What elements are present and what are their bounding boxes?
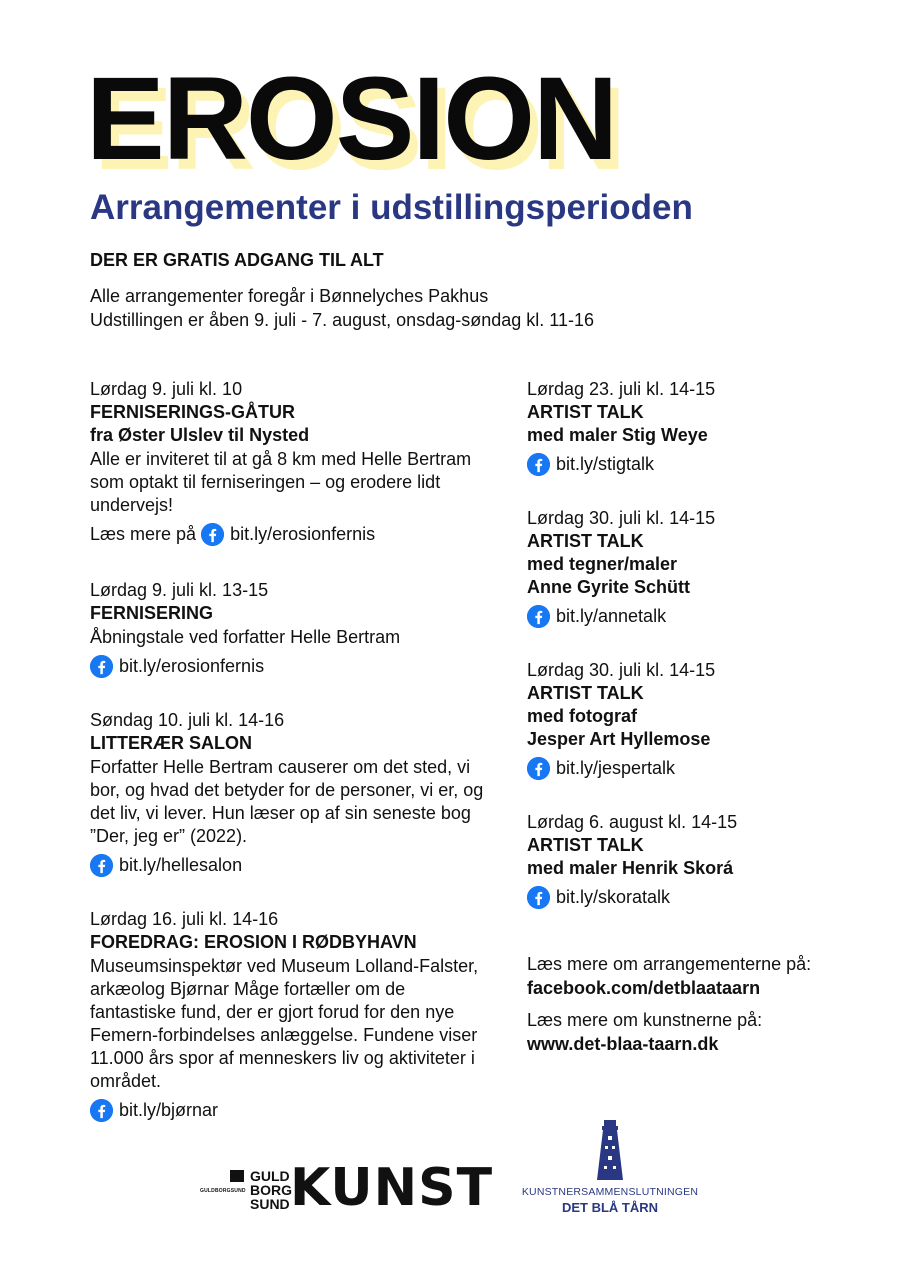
guldborgsund-small-text: GULDBORGSUND: [200, 1188, 246, 1194]
event-title: FERNISERINGS-GÅTUR: [90, 402, 296, 422]
event-artist-role: med fotograf: [527, 706, 637, 726]
intro-text: [90, 284, 594, 332]
event-title: ARTIST TALK: [527, 683, 644, 703]
event-artist-talk-jesper: [527, 659, 867, 781]
events-info-label: Læs mere om arrangementerne på:: [527, 954, 812, 974]
event-link[interactable]: bit.ly/erosionfernis: [230, 523, 376, 544]
event-link[interactable]: bit.ly/stigtalk: [556, 453, 655, 474]
event-description: Alle er inviteret til at gå 8 km med Helle Bertram som optakt til ferniseringen – og erodere lidt undervejs!: [90, 449, 472, 515]
event-link-row: [527, 755, 867, 781]
left-events-column: [90, 378, 490, 1153]
guldborgsund-crest-icon: [230, 1170, 244, 1182]
event-date: Lørdag 6. august kl. 14-15: [527, 812, 738, 832]
right-events-column: [527, 378, 867, 1064]
event-title: FERNISERING: [90, 603, 214, 623]
intro-location: Alle arrangementer foregår i Bønnelyches Pakhus: [90, 286, 489, 306]
event-date: Søndag 10. juli kl. 14-16: [90, 710, 285, 730]
event-foredrag: [90, 908, 490, 1123]
event-subtitle: fra Øster Ulslev til Nysted: [90, 425, 310, 445]
facebook-icon: [90, 655, 113, 678]
free-admission: DER ER GRATIS ADGANG TIL ALT: [90, 250, 384, 270]
gb-line-2: BORG: [250, 1182, 292, 1198]
event-date: Lørdag 9. juli kl. 10: [90, 379, 243, 399]
org-name: KUNSTNERSAMMENSLUTNINGEN: [521, 1186, 699, 1198]
event-fernisering: [90, 579, 490, 679]
event-link-row: [527, 451, 867, 477]
event-date: Lørdag 23. juli kl. 14-15: [527, 379, 716, 399]
facebook-icon: [201, 523, 224, 546]
events-info-link[interactable]: facebook.com/detblaataarn: [527, 978, 761, 998]
tower-icon: [593, 1118, 627, 1182]
facebook-icon: [527, 757, 550, 780]
event-description: Museumsinspektør ved Museum Lolland-Falster, arkæolog Bjørnar Måge fortæller om de fantastiske fund, der er gjort forud for den nye Femern-forbindelses anlæggelse. Fundene viser 11.000 års spor af menneskers liv og aktiviteter i området.: [90, 956, 479, 1091]
event-description: Forfatter Helle Bertram causerer om det sted, vi bor, og hvad det betyder for de personer, vi er, og det liv, vi lever. Hun læser op af sin seneste bog ”Der, jeg er” (2022).: [90, 757, 484, 846]
facebook-icon: [90, 1099, 113, 1122]
guldborgsund-wordmark: [250, 1168, 292, 1212]
event-artist: Jesper Art Hyllemose: [527, 729, 711, 749]
event-date: Lørdag 16. juli kl. 14-16: [90, 909, 279, 929]
event-link[interactable]: bit.ly/skoratalk: [556, 886, 671, 907]
event-artist-role: med tegner/maler: [527, 554, 678, 574]
logo-text: EROSION: [86, 53, 617, 185]
org-tower-name: DET BLÅ TÅRN: [561, 1200, 659, 1215]
event-artist: Anne Gyrite Schütt: [527, 577, 691, 597]
event-date: Lørdag 30. juli kl. 14-15: [527, 660, 716, 680]
link-prefix: Læs mere på: [90, 523, 197, 544]
erosion-logo: [86, 53, 626, 185]
event-link[interactable]: bit.ly/erosionfernis: [119, 655, 265, 676]
event-description: Åbningstale ved forfatter Helle Bertram: [90, 627, 401, 647]
facebook-icon: [527, 886, 550, 909]
event-title: ARTIST TALK: [527, 835, 644, 855]
event-link-row: [90, 1097, 490, 1123]
kunst-wordmark: KUNST: [290, 1158, 494, 1218]
facebook-icon: [90, 854, 113, 877]
event-link[interactable]: bit.ly/annetalk: [556, 605, 667, 626]
more-info: [527, 952, 867, 1056]
event-ferniserings-gatur: [90, 378, 490, 547]
facebook-icon: [527, 605, 550, 628]
artists-info-label: Læs mere om kunstnerne på:: [527, 1010, 763, 1030]
event-link-row: [527, 884, 867, 910]
event-link-row: [90, 852, 490, 878]
event-date: Lørdag 9. juli kl. 13-15: [90, 580, 269, 600]
event-link-row: [90, 653, 490, 679]
event-title: LITTERÆR SALON: [90, 733, 252, 753]
event-link[interactable]: bit.ly/bjørnar: [119, 1099, 219, 1120]
event-title: ARTIST TALK: [527, 531, 644, 551]
gb-line-1: GULD: [250, 1168, 290, 1184]
event-link-row: [527, 603, 867, 629]
intro-opening-hours: Udstillingen er åben 9. juli - 7. august, onsdag-søndag kl. 11-16: [90, 310, 594, 330]
event-date: Lørdag 30. juli kl. 14-15: [527, 508, 716, 528]
event-artist-talk-anne: [527, 507, 867, 629]
page-subtitle: Arrangementer i udstillingsperioden: [90, 188, 693, 227]
event-link[interactable]: bit.ly/hellesalon: [119, 854, 243, 875]
event-title: ARTIST TALK: [527, 402, 644, 422]
event-link-row: [90, 521, 490, 547]
event-artist-talk-stig: [527, 378, 867, 477]
det-blaa-taarn-logo: [520, 1118, 700, 1215]
gb-line-3: SUND: [250, 1196, 290, 1212]
event-artist: med maler Henrik Skorá: [527, 858, 734, 878]
event-litteraer-salon: [90, 709, 490, 878]
event-artist-talk-henrik: [527, 811, 867, 910]
artists-info-link[interactable]: www.det-blaa-taarn.dk: [527, 1034, 719, 1054]
event-link[interactable]: bit.ly/jespertalk: [556, 757, 676, 778]
event-artist: med maler Stig Weye: [527, 425, 708, 445]
facebook-icon: [527, 453, 550, 476]
event-title: FOREDRAG: EROSION I RØDBYHAVN: [90, 932, 417, 952]
